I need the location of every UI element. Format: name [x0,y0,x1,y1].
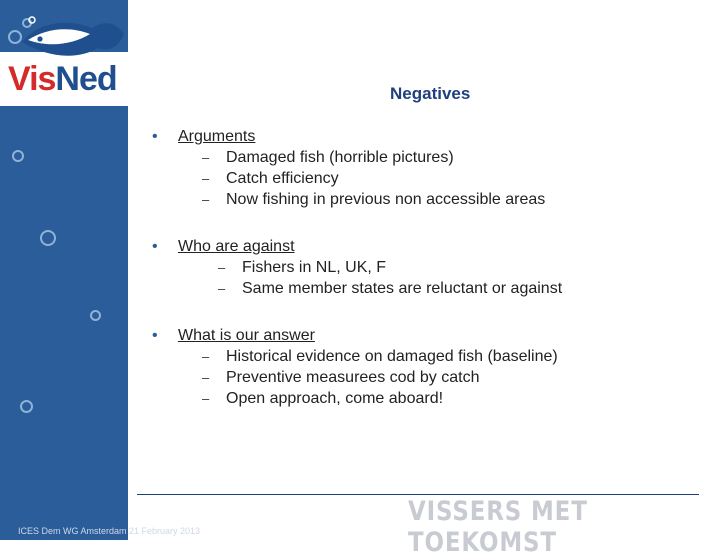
sub-item [178,189,706,210]
bullet-heading: Arguments [178,128,256,145]
sub-item [178,367,706,388]
sub-item [178,278,706,299]
dash-icon: – [202,391,210,406]
tagline: VISSERS MET TOEKOMST [408,496,588,558]
dash-icon: – [202,150,210,165]
dash-icon: – [202,370,210,385]
sub-item-text: Catch efficiency [226,170,339,187]
dash-icon: – [202,349,210,364]
slide-title: Negatives [390,84,471,103]
sub-item [178,257,706,278]
sub-item [178,346,706,367]
sub-item-text: Open approach, come aboard! [226,390,444,407]
sub-item-text: Fishers in NL, UK, F [242,259,387,276]
footer-divider [137,494,699,495]
bullet-heading: Who are against [178,238,295,255]
sub-item [178,388,706,409]
bubble-decoration [20,400,33,413]
dash-icon: – [202,171,210,186]
fish-logo-icon [18,8,128,64]
bubble-decoration [90,310,101,321]
sub-item-text: Preventive measurees cod by catch [226,369,480,386]
bullet-dot-icon: • [152,327,158,344]
bullet-dot-icon: • [152,128,158,145]
logo-ned-text: Ned [55,60,117,98]
dash-icon: – [218,281,226,296]
logo-vis-text: Vis [8,60,56,98]
bullet-heading: What is our answer [178,327,315,344]
slide-content [146,126,706,435]
bubble-decoration [12,150,24,162]
bullet-arguments [146,126,706,210]
bullet-who-against [146,236,706,299]
visned-logo [8,60,117,99]
sub-item-text: Now fishing in previous non accessible areas [226,191,546,208]
bullet-our-answer [146,325,706,409]
footer-text: ICES Dem WG Amsterdam 21 February 2013 [18,526,201,536]
sub-item-text: Same member states are reluctant or against [242,280,563,297]
dash-icon: – [202,192,210,207]
bubble-decoration [40,230,56,246]
sub-item [178,168,706,189]
sub-item [178,147,706,168]
sub-item-text: Historical evidence on damaged fish (baseline) [226,348,558,365]
sub-item-text: Damaged fish (horrible pictures) [226,149,454,166]
dash-icon: – [218,260,226,275]
bullet-dot-icon: • [152,238,158,255]
